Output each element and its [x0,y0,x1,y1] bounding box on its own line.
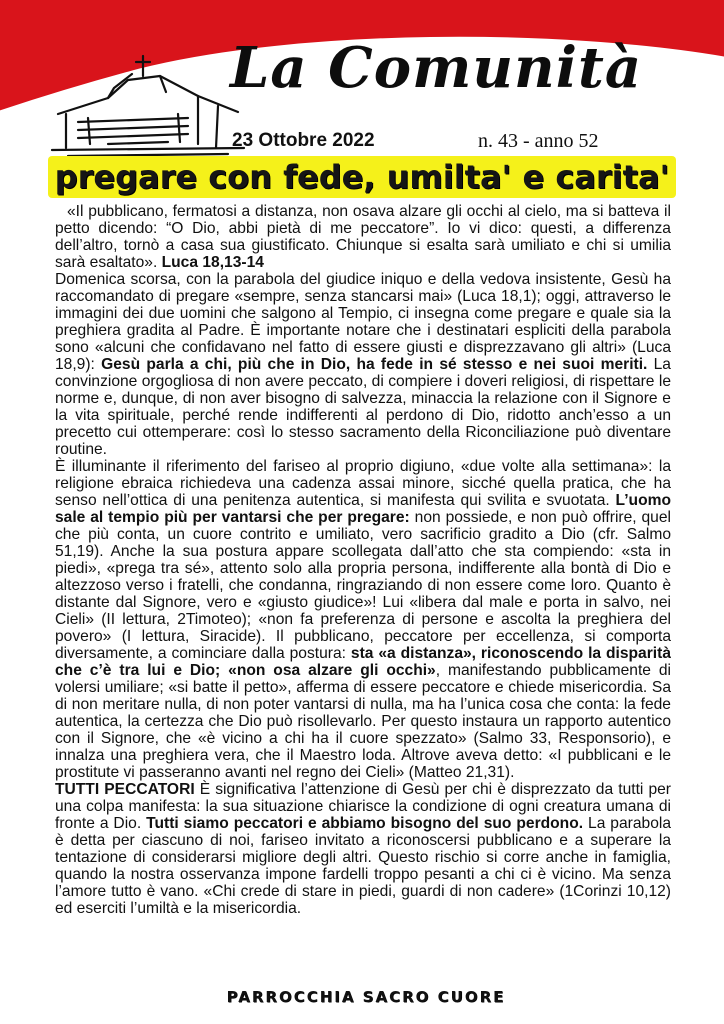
text-span: La parabola è detta per ciascuno di noi, fariseo invitato a riconoscersi pubblicano e a superare la tentazione di considerarsi migliore degli altri. Questo rischio si corre anche in famiglia, quando la nostra osservanza impone fardelli troppo pesanti a chi ci è vicino. Ma senza l’amore tutto è vano. «Chi crede di stare in piedi, guardi di non cadere» (1Corinzi 10,12) ed eserciti l’umiltà e la misericordia. [55,815,671,917]
masthead-title: La Comunità [230,35,643,101]
bold-span: Tutti siamo peccatori e abbiamo bisogno del suo perdono. [146,815,584,832]
section-heading: TUTTI PECCATORI [55,781,195,798]
quote-text: «Il pubblicano, fermatosi a distanza, non osava alzare gli occhi al cielo, ma si batteva il petto dicendo: “O Dio, abbi pietà di me peccatore”. Io vi dico: questi, a differenza dell’altro, tornò a casa sua giustificato. Chiunque si esalta sarà umiliato e chi si umilia sarà esaltato». [55,203,671,271]
bold-span: Gesù parla a chi, più che in Dio, ha fede in sé stesso e nei suoi meriti. [101,356,648,373]
article-paragraph [55,271,671,458]
bold-span: L’uomo sale al tempio più per vantarsi che per pregare: [55,492,671,526]
church-icon [48,52,248,162]
text-span: È significativa l’attenzione di Gesù per chi è disprezzato da tutti per una colpa manifesta: la sua situazione chiarisce la condizione di ogni creatura umana di fronte a Dio. [55,781,671,832]
text-span: Domenica scorsa, con la parabola del giudice iniquo e della vedova insistente, Gesù ha raccomandato di pregare «sempre, senza stancarsi mai» (Luca 18,1); oggi, attraverso le immagini dei due uomini che salgono al Tempio, ci insegna come pregare e quale sia la preghiera gradita al Padre. È importante notare che i destinatari espliciti della parabola sono «alcuni che confidavano nel fatto di essere giusti e disprezzavano gli altri» (Luca 18,9): [55,271,671,373]
parish-footer: PARROCCHIA SACRO CUORE [226,988,506,1006]
issue-number: n. 43 - anno 52 [478,130,599,152]
article-paragraph [55,458,671,781]
text-span: , manifestando pubblicamente di volersi umiliare; «si batte il petto», afferma di essere peccatore e chiede misericordia. Sa di non meritare nulla, di non poter vantarsi di nulla, ma ha l’unica cosa che conta: la fede autentica, la certezza che Dio può risollevarlo. Per questo instaura un rapporto autentico con il Signore, che «è vicino a chi ha il cuore spezzato» (Salmo 33, Responsorio), e innalza una preghiera vera, che il Maestro loda. Altrove aveva detto: «I pubblicani e le prostitute vi passeranno avanti nel regno dei Cieli» (Matteo 21,31). [55,662,671,781]
article-paragraph [55,781,671,917]
text-span: È illuminante il riferimento del fariseo al proprio digiuno, «due volte alla settimana»: la religione ebraica richiedeva una cadenza assai minore, sicché quella pratica, che ha senso nell’ottica di una penitenza autentica, si manifesta qui svilita e svuotata. [55,458,671,509]
issue-date: 23 Ottobre 2022 [232,130,375,151]
bold-span: sta «a distanza», riconoscendo la disparità che c’è tra lui e Dio; «non osa alzare gli occhi» [55,645,671,679]
article-paragraph-quote [55,203,671,271]
headline: pregare con fede, umilta' e carita' [48,156,676,198]
article-body [55,203,671,993]
text-span: non possiede, e non può offrire, quel che più conta, un cuore contrito e umiliato, vero sacrificio gradito a Dio (cfr. Salmo 51,19). Anche la sua postura appare scollegata dall’atto che sta compiendo: «sta in piedi», «prega tra sé», attento solo alla propria persona, indifferente alla bontà di Dio e altezzoso verso i fratelli, che condanna, ringraziando di non essere come loro. Quanto è distante dal Signore, vero e «giusto giudice»! Lui «libera dal male e porta in salvo, nei Cieli» (II lettura, 2Timoteo); «non fa preferenza di persone e ascolta la preghiera del povero» (I lettura, Siracide). Il pubblicano, peccatore per eccellenza, si comporta diversamente, a cominciare dalla postura: [55,509,671,662]
text-span: La convinzione orgogliosa di non avere peccato, di compiere i doveri religiosi, di rispettare le norme e, dunque, di non aver bisogno di salvezza, minaccia la relazione con il Signore e la vita spirituale, perché rende indifferenti al perdono di Dio, ridotto anch’esso a un precetto cui ottemperare: così lo stesso sacramento della Riconciliazione può diventare routine. [55,356,671,458]
quote-reference: Luca 18,13-14 [161,254,264,271]
